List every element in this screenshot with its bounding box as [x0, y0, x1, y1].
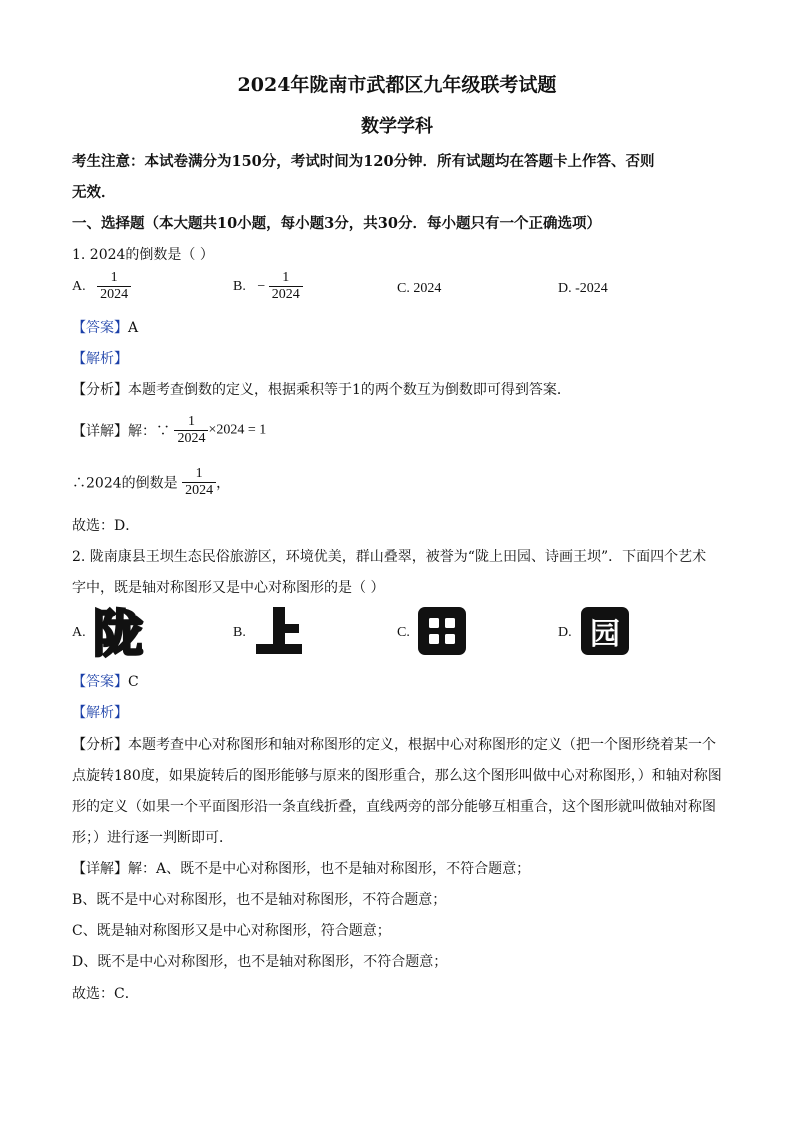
q1-answer: [72, 317, 138, 337]
q1-option-b-label: B.: [233, 278, 246, 294]
q1-analysis-tag: [72, 348, 128, 368]
q2-fenxi-line-4: 形；）进行逐一判断即可．: [72, 830, 233, 846]
q2-answer-tag: 【答案】: [72, 674, 128, 690]
q2-option-a-label: A.: [72, 625, 86, 640]
q2-option-d-char: 园: [590, 617, 620, 652]
q2-detail-a-text: 解：A、既不是中心对称图形，也不是轴对称图形，不符合题意；: [128, 861, 531, 877]
q2-fenxi-line-3: 形的定义（如果一个平面图形沿一条直线折叠，直线两旁的部分能够互相重合，这个图形就叫做轴对称图: [72, 799, 716, 815]
q2-option-c-label: C.: [397, 625, 410, 640]
q1-option-b-fraction: [269, 270, 303, 303]
q2-option-a-art: [92, 604, 144, 660]
q1-option-a-fraction: [97, 270, 131, 303]
q2-answer: [72, 671, 139, 691]
q1-detail-numerator: 1: [187, 414, 195, 429]
notice-line-2: 无效．: [72, 184, 116, 201]
q1-detail-denominator: 2024: [174, 430, 208, 447]
q1-conclusion-numerator: 1: [195, 466, 203, 481]
q1-detail-pre: 解：∵: [128, 423, 170, 440]
page-title: 2024年陇南市武都区九年级联考试题: [237, 74, 557, 96]
q1-option-b-denominator: 2024: [269, 286, 303, 303]
q2-stem-line-2: 字中，既是轴对称图形又是中心对称图形的是（ ）: [72, 580, 385, 596]
section-heading: 一、选择题（本大题共10小题，每小题3分，共30分．每小题只有一个正确选项）: [72, 215, 601, 232]
q2-fenxi-text-1: 本题考查中心对称图形和轴对称图形的定义，根据中心对称图形的定义（把一个图形绕着某一个: [128, 737, 716, 753]
q2-analysis-label: 【解析】: [72, 705, 128, 721]
q1-option-a-numerator: 1: [110, 270, 118, 285]
q1-option-b-numerator: 1: [282, 270, 290, 285]
q2-option-c-glyph: [418, 607, 466, 655]
q2-fenxi-tag: 【分析】: [72, 737, 128, 753]
q1-analysis-label: 【解析】: [72, 351, 128, 367]
q1-fenxi-tag: 【分析】: [72, 382, 128, 398]
q2-option-d-glyph: [581, 607, 629, 655]
q2-option-d-art: [581, 607, 629, 655]
q1-detail: [72, 414, 266, 447]
q1-fenxi-text: 本题考查倒数的定义，根据乘积等于1的两个数互为倒数即可得到答案．: [128, 382, 571, 398]
q2-option-b-art: [254, 604, 304, 656]
q1-option-a-denominator: 2024: [97, 286, 131, 303]
q1-option-b-sign: −: [257, 278, 266, 294]
q2-analysis-tag: [72, 702, 128, 722]
q1-option-d: D. -2024: [558, 281, 608, 296]
q2-option-b-label: B.: [233, 625, 246, 640]
q1-answer-tag: 【答案】: [72, 320, 128, 336]
q2-option-c-art: [418, 607, 466, 655]
q2-answer-value: C: [128, 674, 139, 690]
q2-detail-d: D、既不是中心对称图形，也不是轴对称图形，不符合题意；: [72, 954, 448, 970]
q2-stem-line-1: 2. 陇南康县王坝生态民俗旅游区，环境优美，群山叠翠，被誉为“陇上田园、诗画王坝”．下面四个艺术: [72, 549, 707, 565]
q2-fenxi-line-2: 点旋转180度，如果旋转后的图形能够与原来的图形重合，那么这个图形叫做中心对称图形，）和轴对称图: [72, 768, 722, 784]
q1-choose: 故选：D．: [72, 518, 140, 534]
notice-line-1: 考生注意：本试卷满分为150分，考试时间为120分钟．所有试题均在答题卡上作答、否则: [72, 153, 655, 170]
q1-conclusion-pre: ∴2024的倒数是: [72, 475, 178, 492]
q2-option-d-label: D.: [558, 625, 572, 640]
q1-detail-tag: 【详解】: [72, 423, 128, 440]
q2-option-a-char: 陇: [93, 605, 143, 660]
q1-option-a-label: A.: [72, 278, 86, 294]
q2-detail-tag: 【详解】: [72, 861, 128, 877]
q1-option-a: [72, 270, 131, 303]
q2-detail-a: [72, 858, 530, 878]
q2-fenxi-line-1: [72, 734, 716, 754]
q2-choose: 故选：C．: [72, 986, 139, 1002]
q1-detail-fraction: [174, 414, 208, 447]
q2-detail-c: C、既是轴对称图形又是中心对称图形，符合题意；: [72, 923, 391, 939]
q1-fenxi: [72, 379, 571, 399]
q2-detail-b: B、既不是中心对称图形，也不是轴对称图形，不符合题意；: [72, 892, 447, 908]
q1-conclusion-denominator: 2024: [182, 482, 216, 499]
q1-answer-value: A: [128, 320, 139, 336]
q1-option-b: [233, 270, 303, 303]
q1-conclusion-fraction: [182, 466, 216, 499]
q1-option-c: C. 2024: [397, 281, 442, 296]
q2-option-b-glyph: [254, 604, 304, 656]
q1-detail-post: ×2024 = 1: [208, 422, 267, 438]
q2-option-a-glyph: [92, 604, 144, 660]
q1-conclusion: [72, 466, 230, 499]
q1-conclusion-post: ，: [216, 475, 231, 492]
q1-stem: 1. 2024的倒数是（ ）: [72, 247, 214, 263]
page-subtitle: 数学学科: [361, 116, 433, 137]
